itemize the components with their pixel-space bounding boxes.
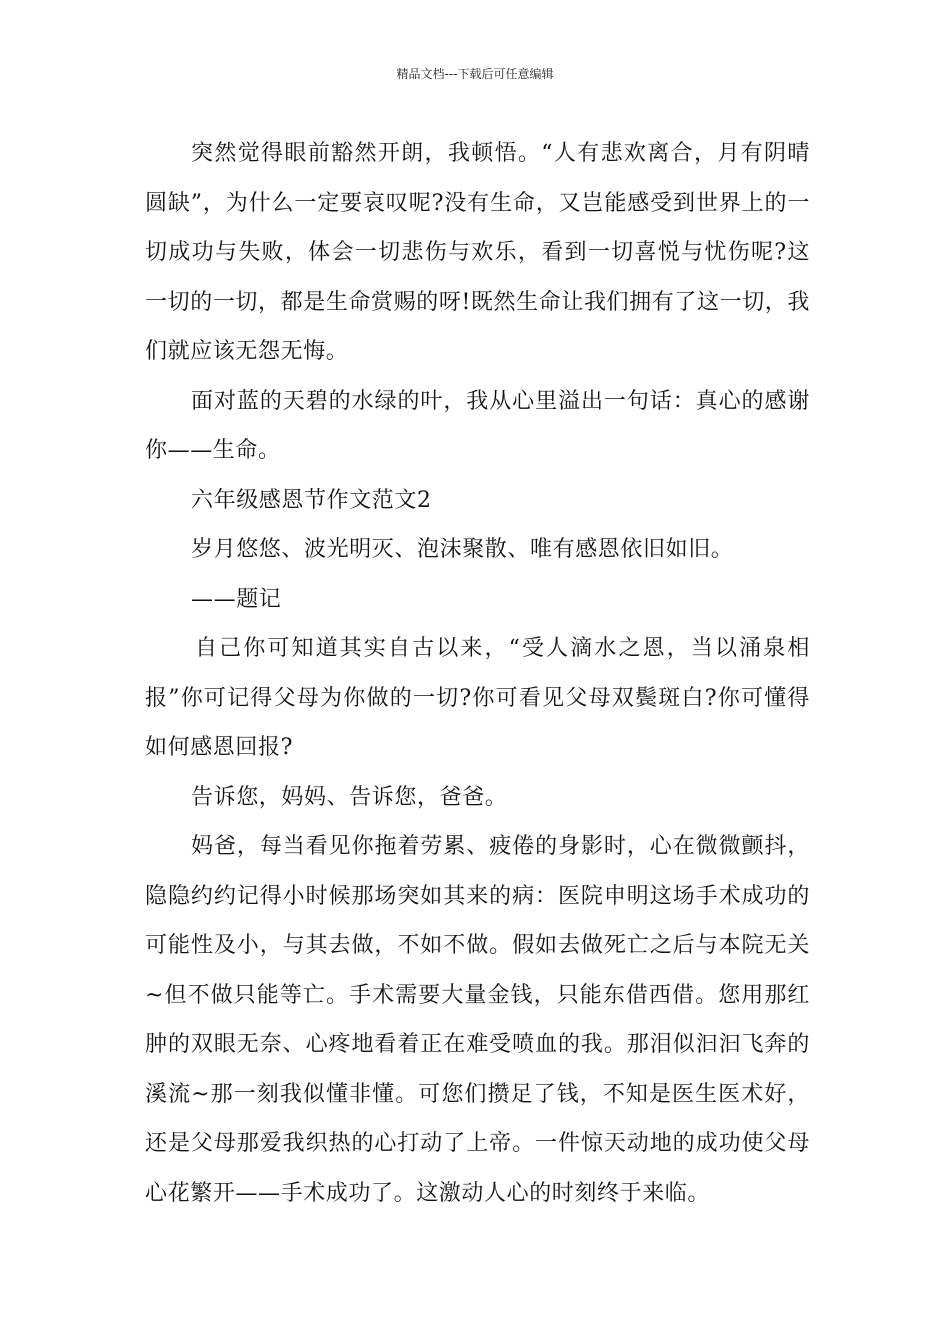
document-body [145,129,810,1218]
paragraph-tell-parents: 告诉您，妈妈、告诉您，爸爸。 [191,784,508,810]
paragraph-thanks-life: 面对蓝的天碧的水绿的叶，我从心里溢出一句话：真心的感谢你——生命。 [145,388,810,463]
essay-title: 六年级感恩节作文范文2 [191,487,432,513]
page-header: 精品文档---下载后可任意编辑 [396,67,554,81]
epigraph-attribution: ——题记 [191,586,282,612]
paragraph-epiphany: 突然觉得眼前豁然开朗，我顿悟。“人有悲欢离合，月有阴晴圆缺”，为什么一定要哀叹呢?没有生命，又岂能感受到世界上的一切成功与失败，体会一切悲伤与欢乐，看到一切喜悦与忧伤呢?这一切的一切，都是生命赏赐的呀!既然生命让我们拥有了这一切，我们就应该无怨无悔。 [145,141,810,364]
paragraph-epigraph: 岁月悠悠、波光明灭、泡沫聚散、唯有感恩依旧如旧。 [191,537,734,562]
paragraph-illness-story: 妈爸，每当看见你拖着劳累、疲倦的身影时，心在微微颤抖，隐隐约约记得小时候那场突如其来的病：医院申明这场手术成功的可能性及小，与其去做，不如不做。假如去做死亡之后与本院无关~但不做只能等亡。手术需要大量金钱，只能东借西借。您用那红肿的双眼无奈、心疼地看着正在难受喷血的我。那泪似汩汩飞奔的溪流~那一刻我似懂非懂。可您们攒足了钱，不知是医生医术好，还是父母那爱我织热的心打动了上帝。一件惊天动地的成功使父母心花繁开——手术成功了。这激动人心的时刻终于来临。 [145,834,810,1206]
paragraph-gratitude-question: 自己你可知道其实自古以来，“受人滴水之恩，当以涌泉相报”你可记得父母为你做的一切?你可看见父母双鬓斑白?你可懂得如何感恩回报? [145,636,810,760]
